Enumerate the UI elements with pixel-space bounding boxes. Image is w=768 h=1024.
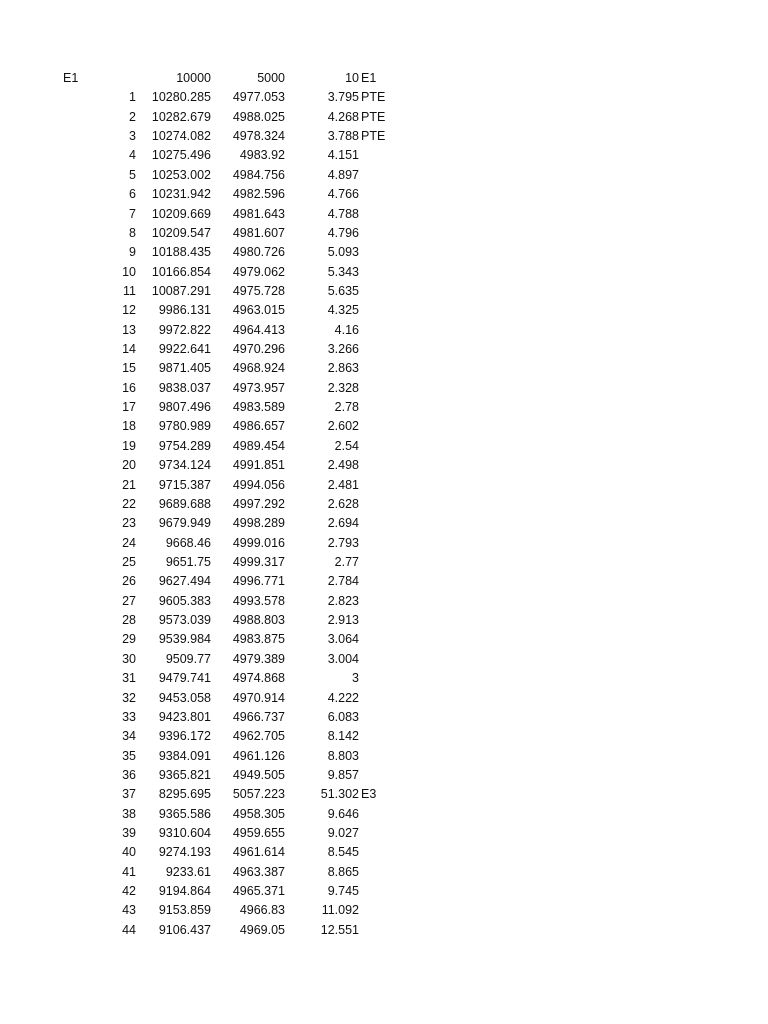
col-a-cell[interactable]: 10274.082: [151, 129, 211, 144]
table-row: [0, 146, 768, 165]
table-row: [0, 708, 768, 727]
spreadsheet: [0, 69, 768, 940]
row-index-cell[interactable]: 1: [129, 90, 136, 105]
col-c-cell[interactable]: 4.268: [327, 109, 359, 124]
row-index-cell[interactable]: 6: [129, 187, 136, 202]
col-c-cell[interactable]: 2.793: [327, 535, 359, 550]
row-index-cell[interactable]: 32: [122, 690, 136, 705]
col-c-cell[interactable]: 4.222: [327, 690, 359, 705]
header-col-b-cell[interactable]: 5000: [257, 71, 285, 85]
table-row: [0, 108, 768, 127]
row-index-cell[interactable]: 30: [122, 651, 136, 666]
col-b-cell[interactable]: 4996.771: [232, 574, 285, 589]
col-a-cell[interactable]: 9153.859: [158, 903, 211, 918]
table-row: [0, 785, 768, 804]
flag-cell[interactable]: PTE: [361, 109, 386, 124]
table-row: [0, 263, 768, 282]
col-a-cell[interactable]: 9651.75: [165, 554, 211, 569]
table-row: [0, 417, 768, 436]
row-index-cell[interactable]: 21: [122, 477, 136, 492]
col-c-cell[interactable]: 2.863: [327, 361, 359, 376]
col-a-cell[interactable]: 9627.494: [158, 574, 211, 589]
row-index-cell[interactable]: 10: [122, 264, 136, 279]
row-index-cell[interactable]: 12: [122, 303, 136, 318]
table-row: [0, 805, 768, 824]
col-a-cell[interactable]: 9715.387: [158, 477, 211, 492]
col-c-cell[interactable]: 3.788: [327, 129, 359, 144]
col-b-cell[interactable]: 5057.223: [232, 787, 285, 802]
table-row: [0, 476, 768, 495]
col-c-cell[interactable]: 8.865: [327, 864, 359, 879]
col-a-cell[interactable]: 9605.383: [158, 593, 211, 608]
col-c-cell[interactable]: 4.151: [327, 148, 359, 163]
table-row: [0, 611, 768, 630]
table-row: [0, 553, 768, 572]
table-row: [0, 379, 768, 398]
table-row: [0, 921, 768, 940]
col-c-cell[interactable]: 4.325: [327, 303, 359, 318]
col-b-cell[interactable]: 4970.914: [232, 690, 285, 705]
col-a-cell[interactable]: 9734.124: [158, 458, 211, 473]
col-a-cell[interactable]: 9539.984: [158, 632, 211, 647]
row-index-cell[interactable]: 28: [122, 613, 136, 628]
table-row: [0, 301, 768, 320]
row-index-cell[interactable]: 4: [129, 148, 136, 163]
table-row: [0, 882, 768, 901]
table-row: [0, 437, 768, 456]
col-a-cell[interactable]: 9986.131: [158, 303, 211, 318]
col-b-cell[interactable]: 4986.657: [232, 419, 285, 434]
table-row: [0, 398, 768, 417]
row-index-cell[interactable]: 37: [122, 787, 136, 802]
col-b-cell[interactable]: 4961.126: [232, 748, 285, 763]
table-row: [0, 901, 768, 920]
table-row: [0, 282, 768, 301]
col-b-cell[interactable]: 4973.957: [232, 380, 285, 395]
row-index-cell[interactable]: 9: [129, 245, 136, 260]
col-a-cell[interactable]: 9106.437: [158, 922, 211, 937]
row-index-cell[interactable]: 27: [122, 593, 136, 608]
row-index-cell[interactable]: 33: [122, 709, 136, 724]
col-a-cell[interactable]: 9573.039: [158, 613, 211, 628]
table-row: [0, 650, 768, 669]
table-row: [0, 340, 768, 359]
col-b-cell[interactable]: 4994.056: [232, 477, 285, 492]
col-c-cell[interactable]: 3: [352, 671, 359, 686]
col-b-cell[interactable]: 4969.05: [239, 922, 285, 937]
col-b-cell[interactable]: 4982.596: [232, 187, 285, 202]
col-a-cell[interactable]: 9453.058: [158, 690, 211, 705]
col-b-cell[interactable]: 4983.92: [239, 148, 285, 163]
col-a-cell[interactable]: 8295.695: [158, 787, 211, 802]
col-a-cell[interactable]: 9838.037: [158, 380, 211, 395]
flag-cell[interactable]: E3: [361, 787, 377, 802]
table-row: [0, 321, 768, 340]
table-row: [0, 166, 768, 185]
table-row: [0, 572, 768, 591]
row-index-cell[interactable]: 35: [122, 748, 136, 763]
col-a-cell[interactable]: 10275.496: [151, 148, 211, 163]
row-index-cell[interactable]: 18: [122, 419, 136, 434]
col-b-cell[interactable]: 4968.924: [232, 361, 285, 376]
table-row: [0, 359, 768, 378]
col-c-cell[interactable]: 12.551: [320, 922, 359, 937]
table-row: [0, 843, 768, 862]
table-row: [0, 863, 768, 882]
row-index-cell[interactable]: 26: [122, 574, 136, 589]
col-b-cell[interactable]: 4959.655: [232, 826, 285, 841]
col-c-cell[interactable]: 5.635: [327, 283, 359, 298]
col-b-cell[interactable]: 4978.324: [232, 129, 285, 144]
row-index-cell[interactable]: 19: [122, 438, 136, 453]
col-c-cell[interactable]: 2.628: [327, 496, 359, 511]
col-c-cell[interactable]: 2.481: [327, 477, 359, 492]
table-row: [0, 224, 768, 243]
col-c-cell[interactable]: 2.78: [334, 400, 359, 415]
row-index-cell[interactable]: 41: [122, 864, 136, 879]
row-index-cell[interactable]: 24: [122, 535, 136, 550]
col-c-cell[interactable]: 4.796: [327, 225, 359, 240]
col-c-cell[interactable]: 4.897: [327, 167, 359, 182]
col-c-cell[interactable]: 2.694: [327, 516, 359, 531]
col-c-cell[interactable]: 11.092: [321, 903, 359, 918]
col-a-cell[interactable]: 9807.496: [158, 400, 211, 415]
col-c-cell[interactable]: 4.16: [334, 322, 359, 337]
col-c-cell[interactable]: 2.328: [327, 380, 359, 395]
col-c-cell[interactable]: 2.498: [327, 458, 359, 473]
col-a-cell[interactable]: 10282.679: [151, 109, 211, 124]
row-index-cell[interactable]: 17: [122, 400, 136, 415]
col-a-cell[interactable]: 9384.091: [158, 748, 211, 763]
row-index-cell[interactable]: 22: [122, 496, 136, 511]
row-index-cell[interactable]: 3: [129, 129, 136, 144]
row-index-cell[interactable]: 11: [123, 283, 136, 298]
col-c-cell[interactable]: 3.795: [327, 90, 359, 105]
col-b-cell[interactable]: 4964.413: [232, 322, 285, 337]
row-index-cell[interactable]: 13: [122, 322, 136, 337]
col-a-cell[interactable]: 10253.002: [151, 167, 211, 182]
col-b-cell[interactable]: 4983.589: [232, 400, 285, 415]
col-b-cell[interactable]: 4993.578: [232, 593, 285, 608]
row-index-cell[interactable]: 36: [122, 767, 136, 782]
col-c-cell[interactable]: 6.083: [327, 709, 359, 724]
row-index-cell[interactable]: 42: [122, 884, 136, 899]
row-index-cell[interactable]: 34: [122, 729, 136, 744]
col-a-cell[interactable]: 10209.547: [151, 225, 211, 240]
table-row: [0, 592, 768, 611]
row-index-cell[interactable]: 29: [122, 632, 136, 647]
table-row: [0, 766, 768, 785]
col-b-cell[interactable]: 4979.062: [232, 264, 285, 279]
row-index-cell[interactable]: 5: [129, 167, 136, 182]
col-a-cell[interactable]: 9780.989: [158, 419, 211, 434]
col-c-cell[interactable]: 2.602: [327, 419, 359, 434]
table-row: [0, 824, 768, 843]
table-row: [0, 243, 768, 262]
col-c-cell[interactable]: 5.093: [327, 245, 359, 260]
col-b-cell[interactable]: 4949.505: [232, 767, 285, 782]
table-row: [0, 495, 768, 514]
col-b-cell[interactable]: 4999.317: [232, 554, 285, 569]
row-index-cell[interactable]: 14: [122, 342, 136, 357]
row-index-cell[interactable]: 38: [122, 806, 136, 821]
col-a-cell[interactable]: 9479.741: [158, 671, 211, 686]
col-a-cell[interactable]: 9310.604: [158, 826, 211, 841]
col-b-cell[interactable]: 4966.83: [239, 903, 285, 918]
table-row: [0, 727, 768, 746]
col-b-cell[interactable]: 4981.607: [232, 225, 285, 240]
row-index-cell[interactable]: 40: [122, 845, 136, 860]
table-row: [0, 514, 768, 533]
flag-cell[interactable]: PTE: [361, 129, 386, 144]
row-index-cell[interactable]: 16: [122, 380, 136, 395]
col-c-cell[interactable]: 8.803: [327, 748, 359, 763]
table-row: [0, 205, 768, 224]
col-b-cell[interactable]: 4999.016: [232, 535, 285, 550]
row-index-cell[interactable]: 20: [122, 458, 136, 473]
col-b-cell[interactable]: 4966.737: [232, 709, 285, 724]
table-row: [0, 88, 768, 107]
col-a-cell[interactable]: 9396.172: [158, 729, 211, 744]
col-b-cell[interactable]: 4983.875: [232, 632, 285, 647]
row-index-cell[interactable]: 43: [122, 903, 136, 918]
col-a-cell[interactable]: 9194.864: [158, 884, 211, 899]
col-b-cell[interactable]: 4970.296: [232, 342, 285, 357]
col-c-cell[interactable]: 2.913: [327, 613, 359, 628]
col-c-cell[interactable]: 2.784: [327, 574, 359, 589]
col-a-cell[interactable]: 9871.405: [158, 361, 211, 376]
table-row: [0, 747, 768, 766]
col-b-cell[interactable]: 4980.726: [232, 245, 285, 260]
table-row: [0, 127, 768, 146]
row-index-cell[interactable]: 39: [122, 826, 136, 841]
col-c-cell[interactable]: 2.54: [334, 438, 359, 453]
row-index-cell[interactable]: 2: [129, 109, 136, 124]
col-b-cell[interactable]: 4988.025: [232, 109, 285, 124]
col-b-cell[interactable]: 4991.851: [232, 458, 285, 473]
col-b-cell[interactable]: 4998.289: [232, 516, 285, 531]
col-c-cell[interactable]: 9.646: [327, 806, 359, 821]
table-row: [0, 456, 768, 475]
col-c-cell[interactable]: 9.745: [327, 884, 359, 899]
header-col-c-cell[interactable]: 10: [345, 71, 359, 85]
col-b-cell[interactable]: 4979.389: [232, 651, 285, 666]
flag-cell[interactable]: PTE: [361, 90, 386, 105]
col-c-cell[interactable]: 3.266: [327, 342, 359, 357]
row-index-cell[interactable]: 44: [122, 922, 136, 937]
col-c-cell[interactable]: 2.823: [327, 593, 359, 608]
col-b-cell[interactable]: 4988.803: [232, 613, 285, 628]
col-a-cell[interactable]: 10280.285: [151, 90, 211, 105]
row-index-cell[interactable]: 23: [122, 516, 136, 531]
row-index-cell[interactable]: 25: [122, 554, 136, 569]
row-index-cell[interactable]: 7: [129, 206, 136, 221]
table-row: [0, 689, 768, 708]
table-row: [0, 669, 768, 688]
col-a-cell[interactable]: 9365.586: [158, 806, 211, 821]
col-c-cell[interactable]: 9.857: [327, 767, 359, 782]
col-c-cell[interactable]: 8.545: [327, 845, 359, 860]
col-b-cell[interactable]: 4962.705: [232, 729, 285, 744]
col-a-cell[interactable]: 9679.949: [158, 516, 211, 531]
col-a-cell[interactable]: 9509.77: [165, 651, 211, 666]
col-a-cell[interactable]: 9365.821: [158, 767, 211, 782]
col-b-cell[interactable]: 4974.868: [232, 671, 285, 686]
col-c-cell[interactable]: 3.004: [327, 651, 359, 666]
table-row: [0, 534, 768, 553]
col-b-cell[interactable]: 4984.756: [232, 167, 285, 182]
col-b-cell[interactable]: 4989.454: [232, 438, 285, 453]
col-b-cell[interactable]: 4965.371: [232, 884, 285, 899]
table-row: [0, 185, 768, 204]
col-a-cell[interactable]: 9668.46: [165, 535, 211, 550]
col-a-cell[interactable]: 9233.61: [165, 864, 211, 879]
col-a-cell[interactable]: 9754.289: [158, 438, 211, 453]
header-label-cell[interactable]: E1: [63, 71, 79, 85]
col-b-cell[interactable]: 4977.053: [232, 90, 285, 105]
col-c-cell[interactable]: 8.142: [327, 729, 359, 744]
header-flag-cell[interactable]: E1: [361, 71, 377, 85]
col-a-cell[interactable]: 10188.435: [151, 245, 211, 260]
col-b-cell[interactable]: 4963.387: [232, 864, 285, 879]
col-b-cell[interactable]: 4958.305: [232, 806, 285, 821]
col-a-cell[interactable]: 10209.669: [151, 206, 211, 221]
header-row: [0, 69, 768, 88]
col-b-cell[interactable]: 4981.643: [232, 206, 285, 221]
col-b-cell[interactable]: 4997.292: [232, 496, 285, 511]
row-index-cell[interactable]: 15: [122, 361, 136, 376]
col-c-cell[interactable]: 3.064: [327, 632, 359, 647]
col-c-cell[interactable]: 4.788: [327, 206, 359, 221]
col-b-cell[interactable]: 4975.728: [232, 283, 285, 298]
col-a-cell[interactable]: 10166.854: [151, 264, 211, 279]
col-c-cell[interactable]: 4.766: [327, 187, 359, 202]
col-a-cell[interactable]: 10231.942: [151, 187, 211, 202]
col-c-cell[interactable]: 51.302: [320, 787, 359, 802]
col-b-cell[interactable]: 4963.015: [232, 303, 285, 318]
col-a-cell[interactable]: 9274.193: [158, 845, 211, 860]
col-a-cell[interactable]: 9972.822: [158, 322, 211, 337]
col-a-cell[interactable]: 9423.801: [158, 709, 211, 724]
table-row: [0, 630, 768, 649]
col-a-cell[interactable]: 9689.688: [158, 496, 211, 511]
col-a-cell[interactable]: 9922.641: [158, 342, 211, 357]
row-index-cell[interactable]: 8: [129, 225, 136, 240]
col-c-cell[interactable]: 2.77: [334, 554, 359, 569]
header-col-a-cell[interactable]: 10000: [176, 71, 211, 85]
col-c-cell[interactable]: 9.027: [327, 826, 359, 841]
col-a-cell[interactable]: 10087.291: [151, 283, 211, 298]
col-c-cell[interactable]: 5.343: [327, 264, 359, 279]
row-index-cell[interactable]: 31: [122, 671, 136, 686]
col-b-cell[interactable]: 4961.614: [232, 845, 285, 860]
